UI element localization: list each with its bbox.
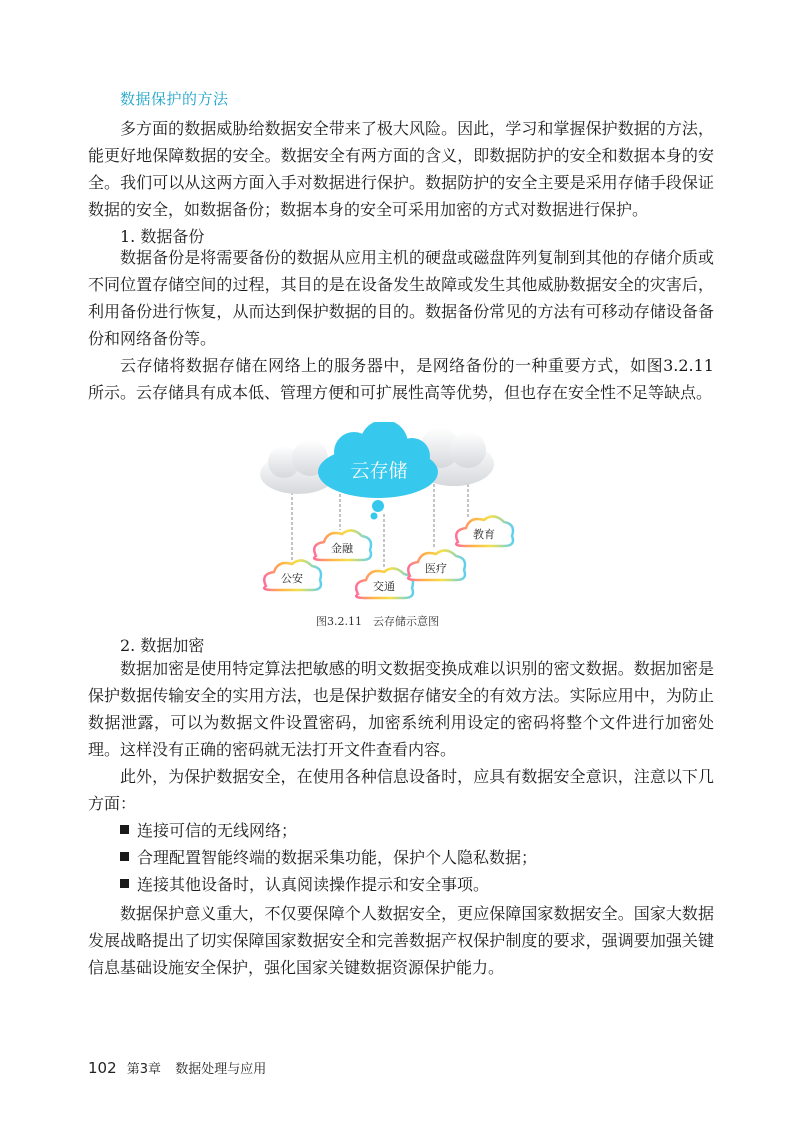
- backup-paragraph: 数据备份是将需要备份的数据从应用主机的硬盘或磁盘阵列复制到其他的存储介质或不同位置存储空间的过程，其目的是在设备发生故障或发生其他威胁数据安全的灾害后，利用备份进行恢复，从而达到保护数据的目的。数据备份常见的方法有可移动存储设备备份和网络备份等。: [88, 248, 714, 348]
- backup-heading: 1. 数据备份: [120, 227, 205, 246]
- bullet-square-icon: [120, 825, 129, 834]
- cloud-yiliao-label: 医疗: [425, 562, 447, 575]
- main-cloud-label: 云存储: [350, 460, 408, 482]
- encryption-heading: 2. 数据加密: [120, 636, 205, 655]
- bullet-square-icon: [120, 879, 129, 888]
- cloud-storage-paragraph: 云存储将数据存储在网络上的服务器中，是网络备份的一种重要方式，如图3.2.11所示。云存储具有成本低、管理方便和可扩展性高等优势，但也存在安全性不足等缺点。: [88, 356, 714, 402]
- chapter-label: 第3章: [126, 1062, 162, 1077]
- cloud-jinrong-label: 金融: [331, 542, 353, 555]
- intro-paragraph: 多方面的数据威胁给数据安全带来了极大风险。因此，学习和掌握保护数据的方法，能更好地保障数据的安全。数据安全有两方面的含义，即数据防护的安全和数据本身的安全。我们可以从这两方面入手对数据进行保护。数据防护的安全主要是采用存储手段保证数据的安全，如数据备份；数据本身的安全可采用加密的方式对数据进行保护。: [88, 119, 714, 219]
- list-item: 连接其他设备时，认真阅读操作提示和安全事项。: [120, 871, 537, 898]
- figure-caption: 图3.2.11 云存储示意图: [316, 615, 439, 628]
- cloud-jiaoyu-label: 教育: [473, 528, 495, 541]
- cloud-jinrong: [314, 530, 371, 560]
- section-title: 数据保护的方法: [120, 90, 229, 108]
- chapter-title: 数据处理与应用: [175, 1062, 267, 1077]
- list-item: 连接可信的无线网络；: [120, 817, 537, 844]
- page-number: 102: [88, 1059, 117, 1077]
- awareness-paragraph: 此外，为保护数据安全，在使用各种信息设备时，应具有数据安全意识，注意以下几方面：: [88, 767, 714, 813]
- cloud-storage-diagram: [258, 422, 518, 612]
- cloud-yiliao: [408, 550, 465, 580]
- closing-paragraph: 数据保护意义重大，不仅要保障个人数据安全，更应保障国家数据安全。国家大数据发展战略提出了切实保障国家数据安全和完善数据产权保护制度的要求，强调要加强关键信息基础设施安全保护，强化国家关键数据资源保护能力。: [88, 904, 714, 977]
- cloud-jiaotong-label: 交通: [373, 580, 395, 593]
- cloud-gongan-label: 公安: [281, 572, 303, 585]
- cloud-jiaotong: [356, 568, 413, 598]
- cloud-gongan: [264, 560, 321, 590]
- encryption-paragraph: 数据加密是使用特定算法把敏感的明文数据变换成难以识别的密文数据。数据加密是保护数据传输安全的实用方法，也是保护数据存储安全的有效方法。实际应用中，为防止数据泄露，可以为数据文件设置密码，加密系统利用设定的密码将整个文件进行加密处理。这样没有正确的密码就无法打开文件查看内容。: [88, 659, 714, 759]
- page-footer: [88, 1058, 266, 1077]
- bullet-square-icon: [120, 852, 129, 861]
- cloud-jiaoyu: [456, 516, 513, 546]
- safety-tips-list: [120, 817, 537, 898]
- list-item: 合理配置智能终端的数据采集功能，保护个人隐私数据；: [120, 844, 537, 871]
